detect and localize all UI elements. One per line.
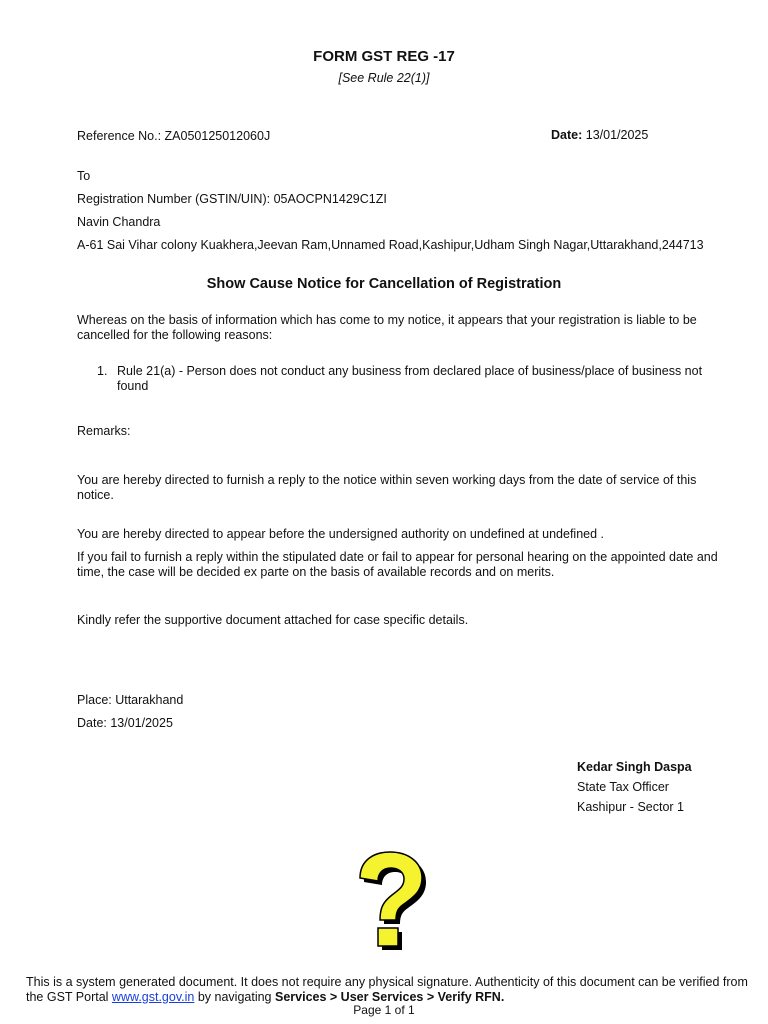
whereas-paragraph: Whereas on the basis of information which has come to my notice, it appears that your registration is liable to be cancelled for the following reasons: <box>77 313 697 342</box>
footer-text: This is a system generated document. It does not require any physical signature. Authenticity of this document can be verified from the GST Portal <box>26 975 748 1004</box>
reference-value: ZA050125012060J <box>164 129 271 143</box>
reason-text: Rule 21(a) - Person does not conduct any business from declared place of business/place of business not found <box>117 364 703 393</box>
footer-note <box>26 975 756 1004</box>
reply-direction: You are hereby directed to furnish a reply to the notice within seven working days from the date of service of this notice. <box>77 473 697 502</box>
notice-date-label: Date: <box>551 128 583 142</box>
recipient-address: A-61 Sai Vihar colony Kuakhera,Jeevan Ram,Unnamed Road,Kashipur,Udham Singh Nagar,Uttarakhand,244713 <box>77 238 704 252</box>
reference-label: Reference No.: <box>77 129 165 143</box>
recipient-to: To <box>77 169 91 183</box>
signing-date: Date: 13/01/2025 <box>77 716 173 730</box>
footer-text-navigating: by navigating <box>194 989 275 1004</box>
notice-date-value: 13/01/2025 <box>582 128 649 142</box>
recipient-gstin: Registration Number (GSTIN/UIN): 05AOCPN1429C1ZI <box>77 192 387 206</box>
notice-date <box>551 128 648 143</box>
gst-portal-link[interactable]: www.gst.gov.in <box>111 989 195 1004</box>
signatory-office: Kashipur - Sector 1 <box>577 800 684 814</box>
verify-rfn-path: Services > User Services > Verify RFN. <box>274 989 505 1004</box>
signatory-designation: State Tax Officer <box>577 780 669 794</box>
reference-number <box>77 129 270 144</box>
recipient-name: Navin Chandra <box>77 215 161 229</box>
reasons-list <box>97 364 717 393</box>
supporting-document-note: Kindly refer the supportive document attached for case specific details. <box>77 613 469 627</box>
list-item <box>97 364 717 393</box>
appear-direction: You are hereby directed to appear before the undersigned authority on undefined at undefined . <box>77 527 605 541</box>
remarks-label: Remarks: <box>77 424 131 438</box>
page-number: Page 1 of 1 <box>353 1003 415 1017</box>
signatory-name: Kedar Singh Daspa <box>577 760 692 774</box>
notice-title: Show Cause Notice for Cancellation of Registration <box>206 276 562 292</box>
question-mark-icon <box>350 848 436 956</box>
form-subtitle: [See Rule 22(1)] <box>338 71 430 85</box>
form-title: FORM GST REG -17 <box>313 48 455 65</box>
failure-clause: If you fail to furnish a reply within the stipulated date or fail to appear for personal hearing on the appointed date and time, the case will be decided ex parte on the basis of available records and on merits. <box>77 550 718 579</box>
place: Place: Uttarakhand <box>77 693 184 707</box>
reason-number: 1. <box>97 364 108 378</box>
